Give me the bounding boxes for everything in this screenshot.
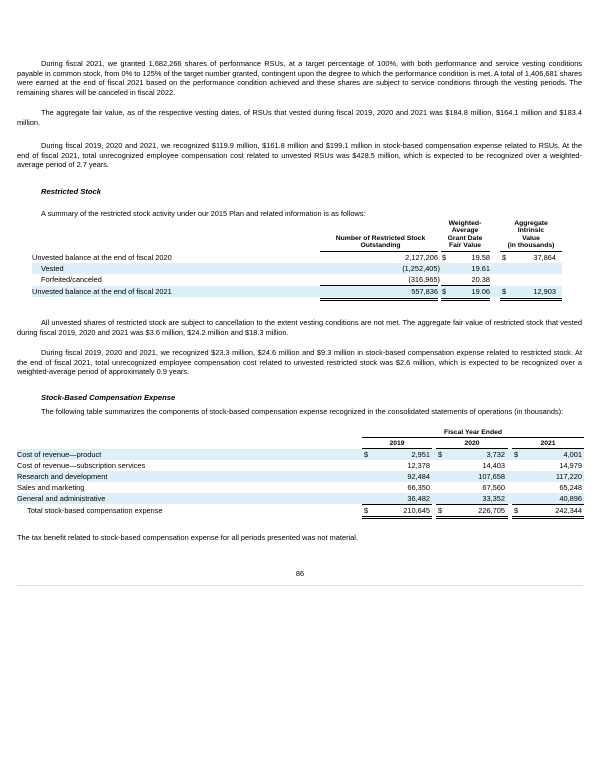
table-row: General and administrative 36,482 33,352 40,896 <box>17 494 582 503</box>
page-footer-rule <box>17 585 583 586</box>
total-double-rule <box>500 300 562 301</box>
table-row-total: Total stock-based compensation expense $ 210,645 $ 226,705 $ 242,344 <box>27 506 582 515</box>
total-double-rule <box>436 516 508 517</box>
table-row: Vested (1,252,405) 19.61 <box>32 263 562 274</box>
performance-rsu-paragraph: During fiscal 2021, we granted 1,682,266 shares of performance RSUs, at a target percentage of 100%, with both performance and service vesting conditions payable in common stock, from 0% to 125% of the target number granted, contingent upon the degree to which the performance condition is met. A total of 1,406,681 shares were earned at the end of fiscal 2021 based on the performance condition achieved and these shares are subject to service conditions through the vesting periods. The remaining shares will be canceled in fiscal 2022. <box>17 59 582 97</box>
restricted-fair-value-paragraph: All unvested shares of restricted stock are subject to cancellation to the extent vesting conditions are not met. The aggregate fair value of restricted stock that vested during fiscal 2019, 2020 and 2021 was $3.6 million, $24.2 million and $18.3 million. <box>17 318 582 337</box>
table-row: Sales and marketing 66,350 67,560 65,248 <box>17 483 582 492</box>
fiscal-year-header: Fiscal Year Ended <box>443 429 503 436</box>
table-row: Unvested balance at the end of fiscal 2021 557,836 $ 19.06 $ 12,903 <box>32 286 562 297</box>
year-header-2021: 2021 <box>540 440 556 447</box>
sbc-intro-paragraph: The following table summarizes the components of stock-based compensation expense recognized in the consolidated statements of operations (in thousands): <box>41 407 564 416</box>
table-row: Research and development 92,484 107,658 117,220 <box>17 472 582 481</box>
restricted-stock-intro: A summary of the restricted stock activity under our 2015 Plan and related information is as follows: <box>41 209 366 218</box>
year-header-2020: 2020 <box>464 440 480 447</box>
restricted-expense-paragraph: During fiscal 2019, 2020 and 2021, we recognized $23.3 million, $24.6 million and $9.3 million in stock-based compensation expense related to restricted stock. At the end of fiscal 2021, total unrecognized employee compensation cost related to unvested restricted stock was $2.6 million, which is expected to be recognized over a weighted-average period of approximately 0.9 years. <box>17 348 582 377</box>
col-header-wafv: Weighted- Average Grant Date Fair Value <box>447 220 483 250</box>
total-double-rule <box>512 516 584 517</box>
total-double-rule <box>362 516 432 517</box>
total-double-rule <box>441 300 490 301</box>
total-double-rule <box>441 298 490 299</box>
total-double-rule <box>362 518 432 519</box>
table-row: Unvested balance at the end of fiscal 2020 2,127,206 $ 19.58 $ 37,864 <box>32 253 556 262</box>
total-double-rule <box>320 298 438 299</box>
rsu-expense-paragraph: During fiscal 2019, 2020 and 2021, we recognized $119.9 million, $161.8 million and $199.1 million in stock-based compensation expense related to RSUs. At the end of fiscal 2021, total unrecognized employee compensation cost related to unvested RSUs was $428.5 million, which is expected to be recognized over a weighted-average period of 2.7 years. <box>17 141 582 170</box>
total-double-rule <box>512 518 584 519</box>
col-header-aiv: Aggregate Intrinsic Value (in thousands) <box>507 220 555 250</box>
table-row: Cost of revenue—subscription services 12,378 14,403 14,979 <box>17 461 582 470</box>
restricted-stock-heading: Restricted Stock <box>41 187 101 196</box>
total-double-rule <box>320 300 438 301</box>
year-header-2019: 2019 <box>389 440 405 447</box>
rsu-fair-value-paragraph: The aggregate fair value, as of the respective vesting dates, of RSUs that vested during fiscal 2019, 2020 and 2021 was $184.8 million, $164.1 million and $183.4 million. <box>17 108 582 127</box>
table-row: Forfeited/canceled (316,965) 20.38 <box>41 275 490 284</box>
sbc-expense-heading: Stock-Based Compensation Expense <box>41 393 176 402</box>
tax-benefit-note: The tax benefit related to stock-based compensation expense for all periods presented was not material. <box>17 533 358 542</box>
page-number: 86 <box>295 569 305 578</box>
col-header-shares: Number of Restricted Stock Outstanding <box>335 235 426 250</box>
total-double-rule <box>500 298 562 299</box>
total-double-rule <box>436 518 508 519</box>
group-header-rule <box>362 437 584 438</box>
table-row: Cost of revenue—product $ 2,951 $ 3,732 $ 4,001 <box>17 450 582 459</box>
